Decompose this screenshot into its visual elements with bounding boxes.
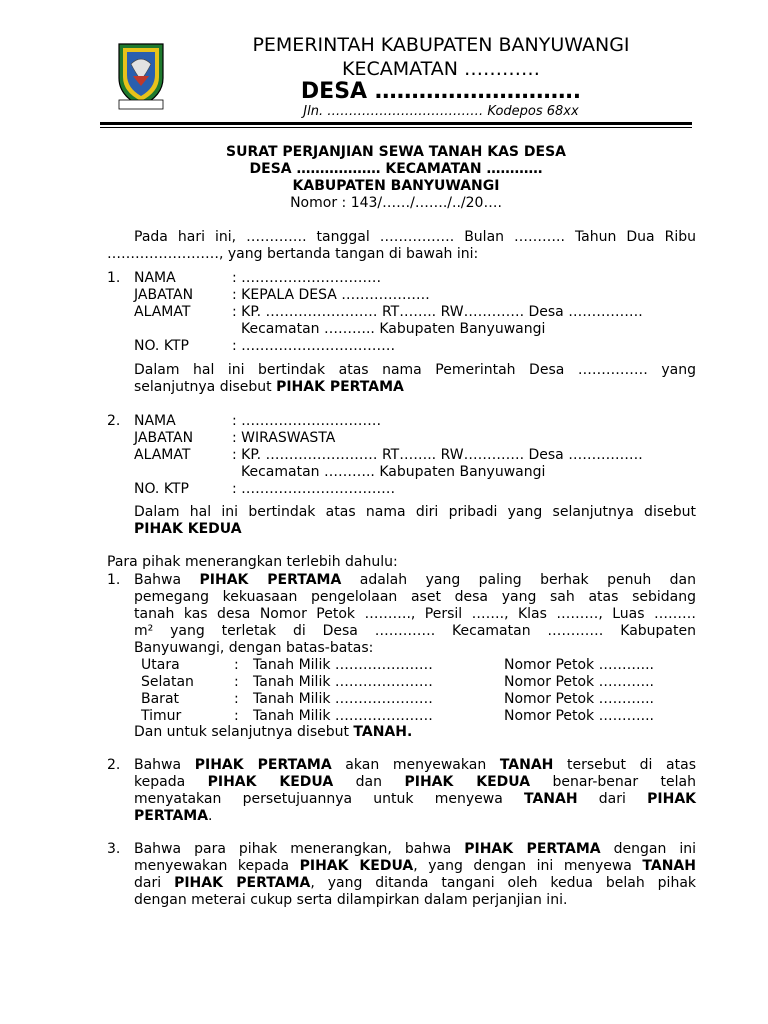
party1-name-value: : …………………………: [232, 270, 382, 286]
letterhead-village: DESA ……………………….: [300, 79, 582, 104]
party1-address-label: ALAMAT: [134, 304, 191, 320]
border-land: Tanah Milik …………………: [253, 674, 433, 690]
letterhead-address: Jln. ……………………………… Kodepos 68xx: [303, 104, 579, 119]
party1-ktp-label: NO. KTP: [134, 338, 189, 354]
clause3-line-2: menyewakan kepada PIHAK KEDUA, yang dengan ini menyewa TANAH: [134, 858, 696, 874]
opening-line-1: Pada hari ini, …………. tanggal ……………. Bulan ……….. Tahun Dua Ribu: [134, 229, 696, 245]
border-petok: Nomor Petok ………...: [504, 674, 654, 690]
clause1-line-1: Bahwa PIHAK PERTAMA adalah yang paling berhak penuh dan: [134, 572, 696, 588]
border-direction: Utara: [141, 657, 180, 673]
party2-position-value: : WIRASWASTA: [232, 430, 336, 446]
clause3-number: 3.: [107, 841, 121, 857]
clause1-line-2: pemegang kekuasaan pengelolaan aset desa yang sah atas sebidang: [134, 589, 696, 605]
clause1-line-5: Banyuwangi, dengan batas-batas:: [134, 640, 374, 656]
party1-position-label: JABATAN: [134, 287, 194, 303]
party2-position-label: JABATAN: [134, 430, 194, 446]
party1-description-line-1: Dalam hal ini bertindak atas nama Pemerintah Desa …………… yang: [134, 362, 696, 378]
border-petok: Nomor Petok ………...: [504, 691, 654, 707]
document-number: Nomor : 143/……/……./../20….: [290, 195, 502, 211]
letterhead-government: PEMERINTAH KABUPATEN BANYUWANGI: [252, 34, 630, 56]
clause2-line-4: PERTAMA.: [134, 808, 213, 824]
document-title-regency: KABUPATEN BANYUWANGI: [292, 178, 500, 194]
border-direction: Selatan: [141, 674, 194, 690]
border-colon: :: [234, 691, 239, 707]
border-colon: :: [234, 657, 239, 673]
border-direction: Timur: [141, 708, 182, 724]
border-petok: Nomor Petok ………...: [504, 657, 654, 673]
party1-name-label: NAMA: [134, 270, 176, 286]
party2-address-value-2: Kecamatan ……….. Kabupaten Banyuwangi: [241, 464, 546, 480]
regency-logo: [113, 40, 169, 112]
party1-address-value: : KP. …………………… RT…….. RW…………. Desa …………….: [232, 304, 643, 320]
border-land: Tanah Milik …………………: [253, 657, 433, 673]
border-direction: Barat: [141, 691, 180, 707]
opening-line-2: ……………………, yang bertanda tangan di bawah ini:: [107, 246, 479, 262]
party1-description-line-2: selanjutnya disebut PIHAK PERTAMA: [134, 379, 404, 395]
clause3-line-3: dari PIHAK PERTAMA, yang ditanda tangani oleh kedua belah pihak: [134, 875, 697, 891]
party1-address-value-2: Kecamatan ……….. Kabupaten Banyuwangi: [241, 321, 546, 337]
clauses-intro: Para pihak menerangkan terlebih dahulu:: [107, 554, 398, 570]
document-title: SURAT PERJANJIAN SEWA TANAH KAS DESA: [226, 144, 566, 160]
party2-name-value: : …………………………: [232, 413, 382, 429]
party1-position-value: : KEPALA DESA ……………….: [232, 287, 430, 303]
party1-ktp-value: : ……………………………: [232, 338, 396, 354]
clause3-line-4: dengan meterai cukup serta dilampirkan dalam perjanjian ini.: [134, 892, 568, 908]
border-land: Tanah Milik …………………: [253, 691, 433, 707]
party2-address-label: ALAMAT: [134, 447, 191, 463]
party2-description-line-1: Dalam hal ini bertindak atas nama diri pribadi yang selanjutnya disebut: [134, 504, 696, 520]
document-title-village: DESA ……………… KECAMATAN …………: [249, 161, 543, 177]
letterhead-rule-thin: [100, 127, 692, 128]
clause1-number: 1.: [107, 572, 121, 588]
border-colon: :: [234, 708, 239, 724]
border-petok: Nomor Petok ………...: [504, 708, 654, 724]
party2-number: 2.: [107, 413, 121, 429]
clause2-line-1: Bahwa PIHAK PERTAMA akan menyewakan TANAH tersebut di atas: [134, 757, 696, 773]
border-colon: :: [234, 674, 239, 690]
letterhead-district: KECAMATAN …………: [341, 58, 541, 80]
clause1-line-4: m² yang terletak di Desa …………. Kecamatan ………… Kabupaten: [134, 623, 696, 639]
letterhead-rule-thick: [100, 122, 692, 125]
party2-ktp-label: NO. KTP: [134, 481, 189, 497]
border-land: Tanah Milik …………………: [253, 708, 433, 724]
clause3-line-1: Bahwa para pihak menerangkan, bahwa PIHAK PERTAMA dengan ini: [134, 841, 696, 857]
clause2-line-2: kepada PIHAK KEDUA dan PIHAK KEDUA benar-benar telah: [134, 774, 697, 790]
clause1-last-line: Dan untuk selanjutnya disebut TANAH.: [134, 724, 413, 740]
clause1-line-3: tanah kas desa Nomor Petok ………., Persil ……., Klas ………, Luas ………: [134, 606, 696, 622]
party2-description-line-2: PIHAK KEDUA: [134, 521, 242, 537]
party1-number: 1.: [107, 270, 121, 286]
party2-ktp-value: : ……………………………: [232, 481, 396, 497]
clause2-number: 2.: [107, 757, 121, 773]
party2-address-value: : KP. …………………… RT…….. RW…………. Desa …………….: [232, 447, 643, 463]
clause2-line-3: menyatakan persetujuannya untuk menyewa TANAH dari PIHAK: [134, 791, 697, 807]
party2-name-label: NAMA: [134, 413, 176, 429]
